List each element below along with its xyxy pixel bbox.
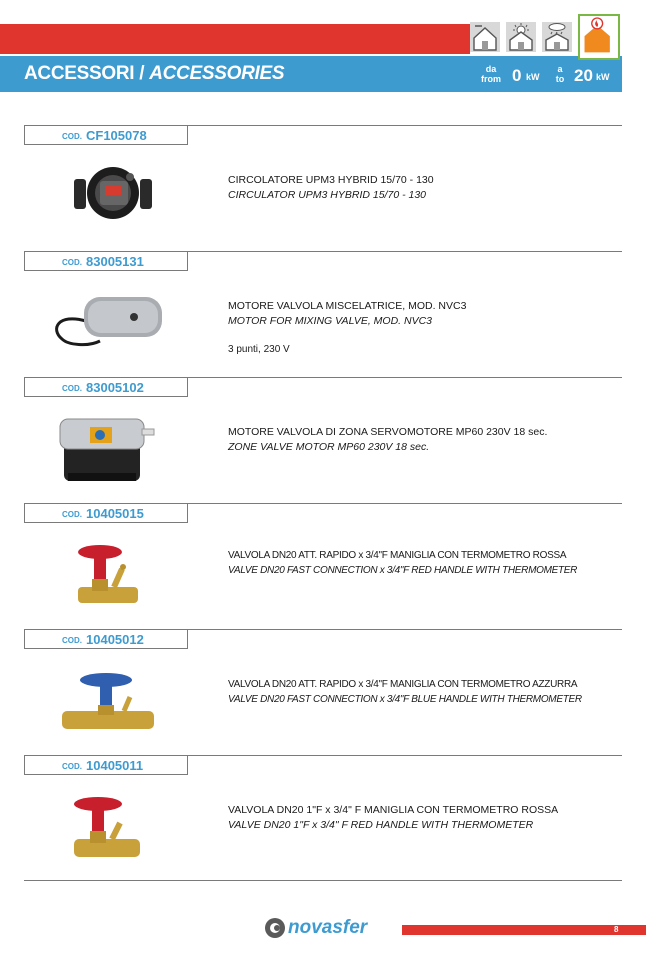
code-label: COD.	[62, 762, 82, 771]
house-flame-graphic	[580, 16, 618, 58]
product-description	[228, 803, 558, 833]
description-italian: MOTORE VALVOLA DI ZONA SERVOMOTORE MP60 230V 18 sec.	[228, 426, 548, 438]
description-english: VALVE DN20 FAST CONNECTION x 3/4"F RED HANDLE WITH THERMOMETER	[228, 565, 578, 576]
product-code-box	[24, 503, 188, 523]
valve-red-handle-image	[68, 795, 152, 863]
product-section	[24, 125, 622, 250]
footer-red-bar	[402, 925, 646, 935]
header-red-band	[0, 24, 470, 54]
product-code-box	[24, 629, 188, 649]
product-specs: 3 punti, 230 V	[228, 344, 290, 355]
range-from-unit: kW	[526, 72, 540, 82]
title-italian: ACCESSORI /	[24, 63, 150, 84]
description-english: CIRCULATOR UPM3 HYBRID 15/70 - 130	[228, 189, 427, 201]
product-description	[228, 299, 466, 329]
code-label: COD.	[62, 258, 82, 267]
description-english: ZONE VALVE MOTOR MP60 230V 18 sec.	[228, 441, 430, 453]
description-italian: MOTORE VALVOLA MISCELATRICE, MOD. NVC3	[228, 300, 467, 312]
product-section	[24, 251, 622, 376]
code-label: COD.	[62, 384, 82, 393]
product-description	[228, 425, 547, 455]
product-code: 10405011	[86, 758, 144, 773]
product-code: CF105078	[86, 128, 147, 143]
product-section	[24, 377, 622, 502]
house-cold-icon	[470, 22, 500, 52]
range-to-value: 20	[574, 66, 593, 85]
product-code: 10405012	[86, 632, 144, 647]
zone-valve-motor-image	[56, 413, 160, 485]
description-italian: CIRCOLATORE UPM3 HYBRID 15/70 - 130	[228, 174, 434, 186]
description-italian: VALVOLA DN20 1"F x 3/4" F MANIGLIA CON TERMOMETRO ROSSA	[228, 804, 559, 816]
product-code: 10405015	[86, 506, 144, 521]
brand-logo-mark-icon	[264, 917, 286, 939]
product-section	[24, 503, 622, 628]
description-italian: VALVOLA DN20 ATT. RAPIDO x 3/4"F MANIGLIA CON TERMOMETRO AZZURRA	[228, 679, 578, 690]
product-code-box	[24, 755, 188, 775]
valve-motor-image	[48, 291, 166, 355]
product-description	[228, 173, 434, 203]
product-code-box	[24, 251, 188, 271]
brand-name: novasfer	[288, 917, 368, 938]
page-title	[24, 63, 284, 85]
product-code-box	[24, 125, 188, 145]
title-english: ACCESSORIES	[149, 63, 285, 84]
bottom-divider	[24, 880, 622, 881]
brand-logo	[264, 915, 384, 941]
product-section	[24, 629, 622, 754]
product-description	[228, 677, 582, 707]
house-rain-icon	[542, 22, 572, 52]
product-code: 83005102	[86, 380, 144, 395]
description-italian: VALVOLA DN20 ATT. RAPIDO x 3/4"F MANIGLIA CON TERMOMETRO ROSSA	[228, 550, 567, 561]
code-label: COD.	[62, 510, 82, 519]
house-sun-icon	[506, 22, 536, 52]
product-code: 83005131	[86, 254, 144, 269]
house-icons	[468, 14, 622, 58]
page-number: 8	[614, 925, 619, 934]
description-english: MOTOR FOR MIXING VALVE, MOD. NVC3	[228, 315, 433, 327]
description-english: VALVE DN20 FAST CONNECTION x 3/4"F BLUE HANDLE WITH THERMOMETER	[228, 694, 582, 705]
range-to-unit: kW	[596, 72, 610, 82]
valve-blue-handle-image	[60, 671, 160, 733]
description-english: VALVE DN20 1"F x 3/4" F RED HANDLE WITH THERMOMETER	[228, 819, 534, 831]
house-flame-icon	[578, 14, 620, 60]
valve-red-handle-image	[74, 543, 154, 609]
product-description	[228, 548, 577, 578]
circulator-pump-image	[72, 163, 154, 223]
product-code-box	[24, 377, 188, 397]
code-label: COD.	[62, 636, 82, 645]
code-label: COD.	[62, 132, 82, 141]
product-section	[24, 755, 622, 880]
range-from-label: da from	[481, 64, 501, 84]
range-from-value: 0	[512, 66, 522, 85]
range-to-label: a to	[555, 64, 565, 84]
